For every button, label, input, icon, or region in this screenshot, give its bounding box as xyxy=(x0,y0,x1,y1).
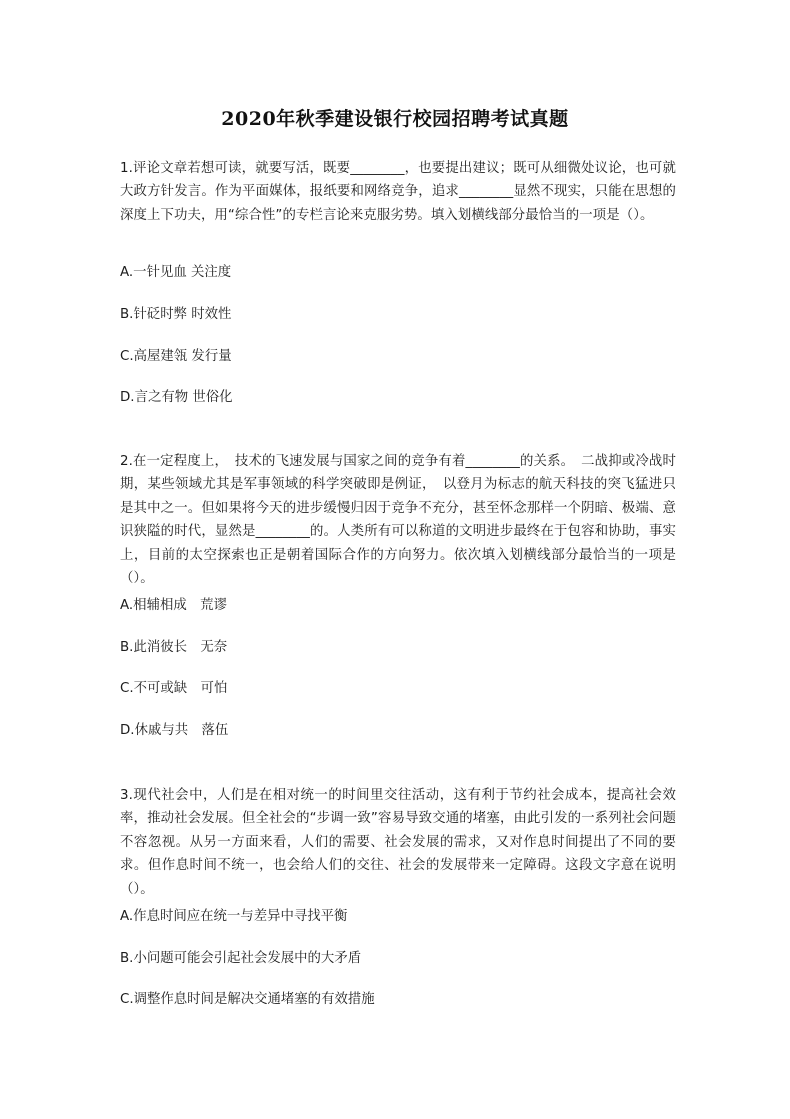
question-3-stem: 3.现代社会中，人们是在相对统一的时间里交往活动，这有利于节约社会成本，提高社会效率，推动社会发展。但全社会的“步调一致”容易导致交通的堵塞，由此引发的一系列社会问题不容忽视。从另一方面来看，人们的需要、社会发展的需求，又对作息时间提出了不同的要求。但作息时间不统一，也会给人们的交往、社会的发展带来一定障碍。这段文字意在说明（）。 xyxy=(120,788,676,897)
question-1-option-d: D.言之有物 世俗化 xyxy=(120,390,233,405)
question-1-option-b: B.针砭时弊 时效性 xyxy=(120,307,232,322)
question-2-option-c: C.不可或缺 可怕 xyxy=(120,681,228,696)
question-2-option-b: B.此消彼长 无奈 xyxy=(120,640,228,655)
question-2-stem: 2.在一定程度上， 技术的飞速发展与国家之间的竞争有着________的关系。 二战抑或冷战时期，某些领域尤其是军事领域的科学突破即是例证， 以登月为标志的航天科技的突飞猛进只是其中之一。但如果将今天的进步缓慢归因于竞争不充分，甚至怀念那样一个阴暗、极端、意识狭隘的时代，显然是________的。人类所有可以称道的文明进步最终在于包容和协助，事实上，目前的太空探索也正是朝着国际合作的方向努力。依次填入划横线部分最恰当的一项是（）。 xyxy=(120,454,676,587)
question-1-option-a: A.一针见血 关注度 xyxy=(120,265,232,280)
question-2-option-d: D.休戚与共 落伍 xyxy=(120,723,229,738)
question-1-option-c: C.高屋建瓴 发行量 xyxy=(120,349,232,364)
question-2-option-a: A.相辅相成 荒谬 xyxy=(120,598,227,613)
question-3-option-b: B.小问题可能会引起社会发展中的大矛盾 xyxy=(120,951,362,966)
question-1-stem: 1.评论文章若想可读，就要写活，既要________，也要提出建议；既可从细微处议论，也可就大政方针发言。作为平面媒体，报纸要和网络竞争，追求________显然不现实，只能在思想的深度上下功夫，用“综合性”的专栏言论来克服劣势。填入划横线部分最恰当的一项是（）。 xyxy=(120,161,676,223)
document-title: 2020年秋季建设银行校园招聘考试真题 xyxy=(221,108,569,130)
question-3-option-a: A.作息时间应在统一与差异中寻找平衡 xyxy=(120,909,348,924)
question-3-option-c: C.调整作息时间是解决交通堵塞的有效措施 xyxy=(120,992,375,1007)
